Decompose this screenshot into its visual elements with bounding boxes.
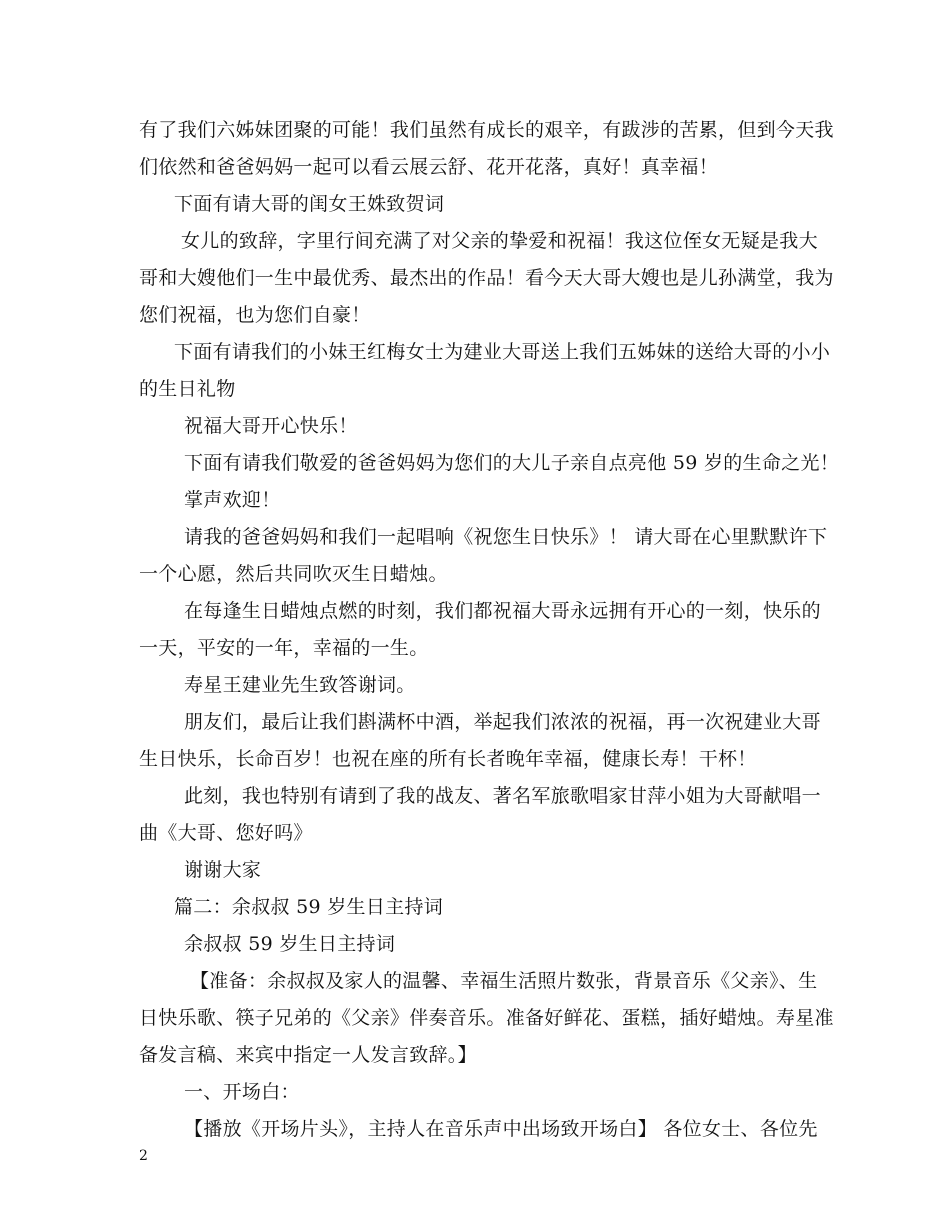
page-number: 2: [139, 1148, 148, 1164]
text-line: 生日快乐，长命百岁！也祝在座的所有长者晚年幸福，健康长寿！干杯！: [139, 748, 757, 770]
text-line: 谢谢大家: [184, 859, 262, 881]
text-line: 下面有请我们的小妹王红梅女士为建业大哥送上我们五姊妹的送给大哥的小小: [174, 341, 831, 363]
text-line: 哥和大嫂他们一生中最优秀、最杰出的作品！看今天大哥大嫂也是儿孙满堂，我为: [139, 267, 834, 289]
text-line: 有了我们六姊妹团聚的可能！我们虽然有成长的艰辛，有跋涉的苦累，但到今天我: [139, 119, 834, 141]
section-subtitle: 余叔叔 59 岁生日主持词: [184, 933, 396, 955]
text-line: 的生日礼物: [139, 378, 236, 400]
text-line: 日快乐歌、筷子兄弟的《父亲》伴奏音乐。准备好鲜花、蛋糕，插好蜡烛。寿星准: [139, 1007, 834, 1029]
text-line: 寿星王建业先生致答谢词。: [184, 674, 416, 696]
text-line: 女儿的致辞，字里行间充满了对父亲的挚爱和祝福！我这位侄女无疑是我大: [181, 230, 818, 252]
text-line: 此刻，我也特别有请到了我的战友、著名军旅歌唱家甘萍小姐为大哥献唱一: [184, 785, 821, 807]
text-line: 【播放《开场片头》，主持人在音乐声中出场致开场白】 各位女士、各位先: [184, 1118, 818, 1140]
text-line: 掌声欢迎！: [184, 489, 281, 511]
text-line: 下面有请大哥的闺女王姝致贺词: [174, 193, 445, 215]
text-line: 请我的爸爸妈妈和我们一起唱响《祝您生日快乐》！ 请大哥在心里默默许下: [184, 526, 828, 548]
text-line: 一、开场白：: [184, 1081, 300, 1103]
text-line: 在每逢生日蜡烛点燃的时刻，我们都祝福大哥永远拥有开心的一刻，快乐的: [184, 600, 821, 622]
section-heading: 篇二：余叔叔 59 岁生日主持词: [174, 896, 444, 918]
text-line: 下面有请我们敬爱的爸爸妈妈为您们的大儿子亲自点亮他 59 岁的生命之光！: [184, 452, 840, 474]
text-line: 一个心愿，然后共同吹灭生日蜡烛。: [139, 563, 448, 585]
text-line: 一天，平安的一年，幸福的一生。: [139, 637, 429, 659]
text-line: 朋友们，最后让我们斟满杯中酒，举起我们浓浓的祝福，再一次祝建业大哥: [184, 711, 821, 733]
text-line: 们依然和爸爸妈妈一起可以看云展云舒、花开花落，真好！真幸福！: [139, 156, 719, 178]
text-line: 曲《大哥、您好吗》: [139, 822, 313, 844]
text-line: 【准备：余叔叔及家人的温馨、幸福生活照片数张，背景音乐《父亲》、生: [190, 970, 818, 992]
text-line: 祝福大哥开心快乐！: [184, 415, 358, 437]
text-line: 备发言稿、来宾中指定一人发言致辞。】: [139, 1044, 477, 1066]
text-line: 您们祝福，也为您们自豪！: [139, 304, 371, 326]
